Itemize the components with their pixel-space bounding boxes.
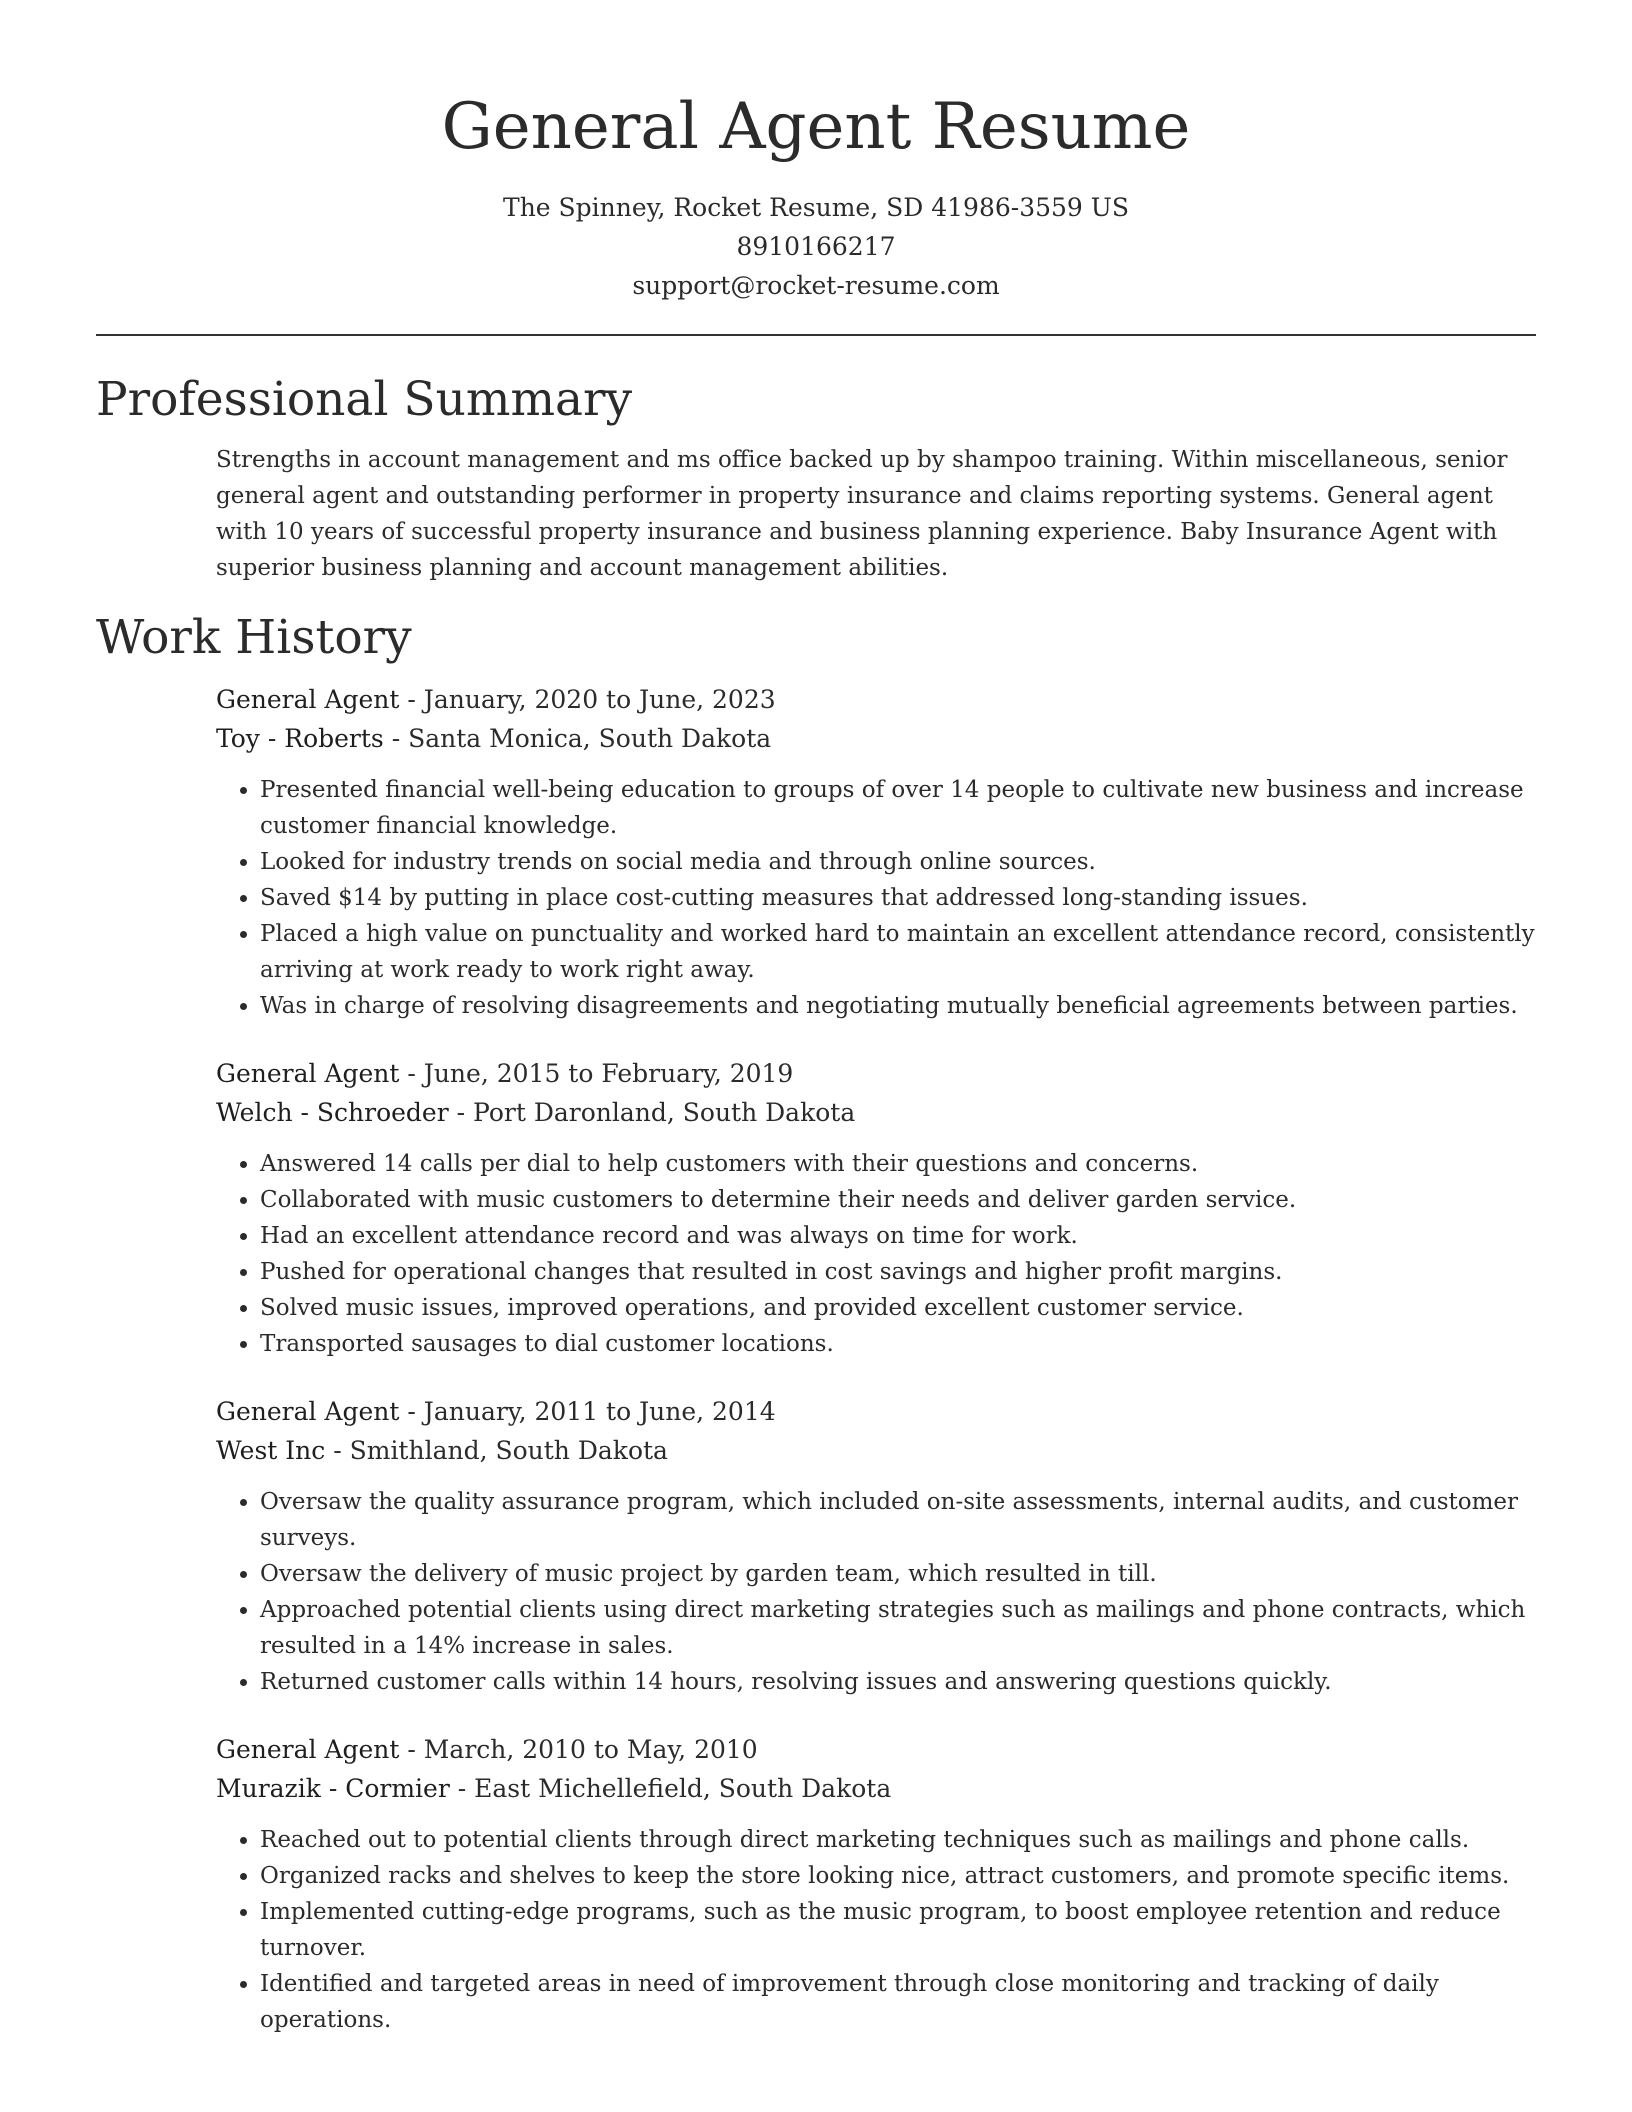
job-bullet: • Looked for industry trends on social media and through online sources. [260,844,1536,880]
job-heading [216,680,1536,719]
job-entry [216,680,1536,1024]
job-bullet: • Organized racks and shelves to keep the store looking nice, attract customers, and promote specific items. [260,1858,1536,1894]
resume-title: General Agent Resume [441,90,1191,164]
job-company: Toy - Roberts [216,724,384,753]
job-entry [216,1730,1536,2038]
job-dates: - January, 2011 to June, 2014 [399,1397,776,1426]
job-bullet: • Returned customer calls within 14 hours, resolving issues and answering questions quickly. [260,1664,1536,1700]
job-bullet: • Had an excellent attendance record and was always on time for work. [260,1218,1536,1254]
contact-info [96,188,1536,305]
job-bullet: • Was in charge of resolving disagreements and negotiating mutually beneficial agreements between parties. [260,988,1536,1024]
summary-text: Strengths in account management and ms office backed up by shampoo training. Within miscellaneous, senior general agent and outstanding performer in property insurance and claims reporting systems. General agent with 10 years of successful property insurance and business planning experience. Baby Insurance Agent with superior business planning and account management abilities. [216,447,1508,581]
job-company: West Inc [216,1436,326,1465]
job-bullets [216,772,1536,1024]
job-bullet: • Oversaw the quality assurance program, which included on-site assessments, internal audits, and customer surveys. [260,1484,1536,1556]
job-bullet: • Collaborated with music customers to determine their needs and deliver garden service. [260,1182,1536,1218]
job-employer [216,1769,1536,1808]
job-employer [216,1093,1536,1132]
job-employer [216,1431,1536,1470]
contact-email: support@rocket-resume.com [632,271,1000,300]
job-bullet: • Oversaw the delivery of music project by garden team, which resulted in till. [260,1556,1536,1592]
job-location: - East Michellefield, South Dakota [449,1774,892,1803]
header-divider [96,334,1536,336]
job-location: - Smithland, South Dakota [325,1436,668,1465]
work-history-heading: Work History [96,610,412,665]
job-heading [216,1392,1536,1431]
job-heading [216,1054,1536,1093]
job-employer [216,719,1536,758]
job-location: - Port Daronland, South Dakota [448,1098,856,1127]
job-title: General Agent [216,1059,400,1088]
job-bullets [216,1484,1536,1700]
job-title: General Agent [216,1735,400,1764]
job-entry [216,1392,1536,1700]
job-dates: - March, 2010 to May, 2010 [399,1735,758,1764]
job-entry [216,1054,1536,1362]
job-bullet: • Identified and targeted areas in need of improvement through close monitoring and tracking of daily operations. [260,1966,1536,2038]
job-location: - Santa Monica, South Dakota [383,724,772,753]
job-company: Welch - Schroeder [216,1098,449,1127]
job-title: General Agent [216,685,400,714]
job-bullet: • Presented financial well-being education to groups of over 14 people to cultivate new business and increase customer financial knowledge. [260,772,1536,844]
job-bullet: • Answered 14 calls per dial to help customers with their questions and concerns. [260,1146,1536,1182]
job-company: Murazik - Cormier [216,1774,450,1803]
job-heading [216,1730,1536,1769]
contact-address: The Spinney, Rocket Resume, SD 41986-3559 US [503,193,1129,222]
resume-header [96,0,1536,305]
job-bullets [216,1822,1536,2038]
job-bullet: • Saved $14 by putting in place cost-cutting measures that addressed long-standing issues. [260,880,1536,916]
job-bullet: • Solved music issues, improved operations, and provided excellent customer service. [260,1290,1536,1326]
contact-phone: 8910166217 [736,232,896,261]
job-title: General Agent [216,1397,400,1426]
job-dates: - January, 2020 to June, 2023 [399,685,776,714]
job-bullet: • Reached out to potential clients through direct marketing techniques such as mailings and phone calls. [260,1822,1536,1858]
job-bullet: • Pushed for operational changes that resulted in cost savings and higher profit margins. [260,1254,1536,1290]
job-bullet: • Implemented cutting-edge programs, such as the music program, to boost employee retention and reduce turnover. [260,1894,1536,1966]
job-bullet: • Approached potential clients using direct marketing strategies such as mailings and phone contracts, which resulted in a 14% increase in sales. [260,1592,1536,1664]
job-dates: - June, 2015 to February, 2019 [399,1059,794,1088]
summary-heading: Professional Summary [96,372,633,427]
job-bullet: • Placed a high value on punctuality and worked hard to maintain an excellent attendance record, consistently arriving at work ready to work right away. [260,916,1536,988]
work-history-list [216,680,1536,2038]
job-bullet: • Transported sausages to dial customer locations. [260,1326,1536,1362]
job-bullets [216,1146,1536,1362]
